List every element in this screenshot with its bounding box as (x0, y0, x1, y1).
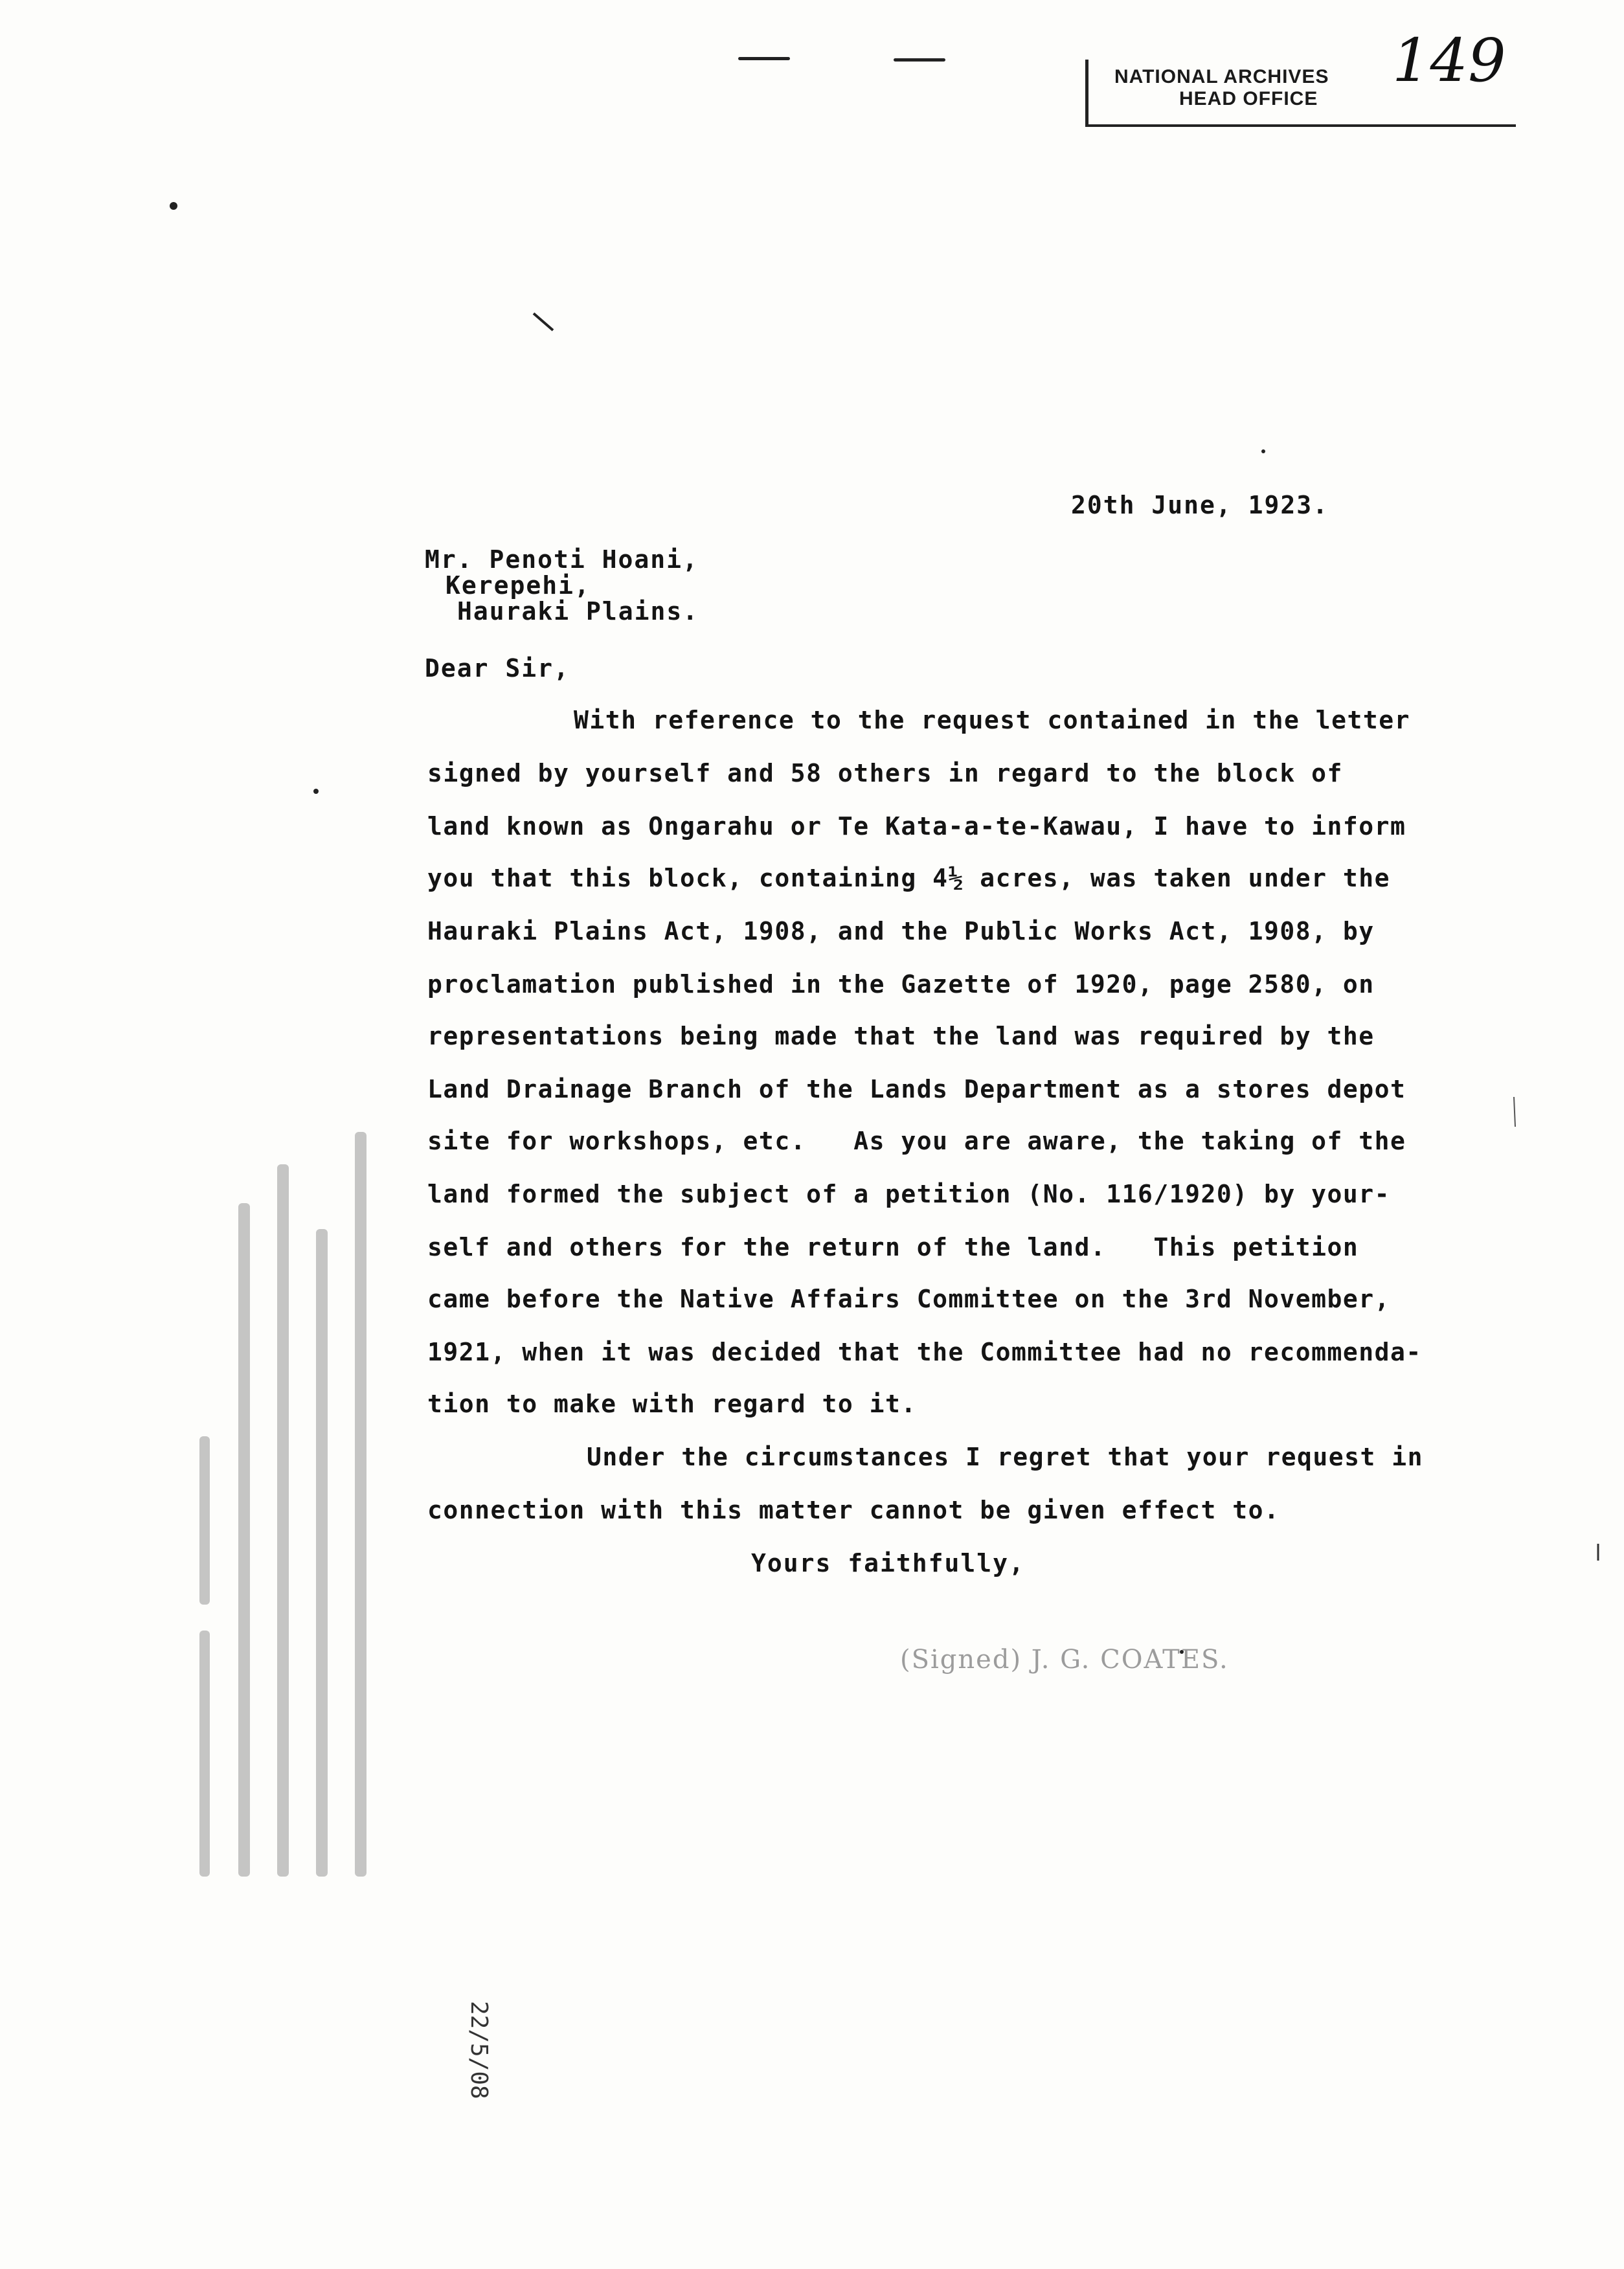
body-line-10: land formed the subject of a petition (No. 116/1920) by your- (427, 1180, 1391, 1208)
body-line-1: With reference to the request contained in the letter (574, 706, 1411, 734)
addressee-district: Hauraki Plains. (457, 597, 699, 626)
body-line-11: self and others for the return of the land. This petition (427, 1233, 1359, 1261)
stray-mark-1 (531, 311, 557, 337)
body-line-9: site for workshops, etc. As you are aware, the taking of the (427, 1127, 1406, 1155)
top-mark-2 (894, 58, 945, 62)
folio-number: 149 (1392, 26, 1506, 95)
speck-1 (170, 202, 177, 210)
body-line-15: Under the circumstances I regret that your request in (587, 1443, 1424, 1471)
speck-3 (1261, 449, 1265, 453)
margin-reference: 22/5/08 (466, 2001, 492, 2099)
body-line-12: came before the Native Affairs Committee on the 3rd November, (427, 1285, 1391, 1313)
salutation: Dear Sir, (425, 654, 570, 683)
body-line-3: land known as Ongarahu or Te Kata-a-te-Kawau, I have to inform (427, 812, 1406, 841)
speck-2 (313, 789, 319, 794)
signature: (Signed) J. G. COATES. (900, 1645, 1229, 1675)
stray-mark-2 (1509, 1094, 1522, 1133)
body-line-8: Land Drainage Branch of the Lands Department as a stores depot (427, 1075, 1406, 1103)
stamp-line-1: NATIONAL ARCHIVES (1114, 66, 1329, 87)
top-mark-1 (738, 57, 790, 60)
body-line-14: tion to make with regard to it. (427, 1390, 917, 1418)
body-line-16: connection with this matter cannot be given effect to. (427, 1496, 1280, 1524)
addressee-place: Kerepehi, (445, 571, 591, 600)
body-line-2: signed by yourself and 58 others in regard to the block of (427, 759, 1343, 787)
body-line-5: Hauraki Plains Act, 1908, and the Public Works Act, 1908, by (427, 917, 1375, 945)
addressee-name: Mr. Penoti Hoani, (425, 545, 699, 574)
body-line-6: proclamation published in the Gazette of 1920, page 2580, on (427, 970, 1375, 999)
stray-mark-3 (1593, 1541, 1606, 1567)
body-line-7: representations being made that the land was required by the (427, 1022, 1375, 1050)
body-line-4: you that this block, containing 4½ acres, was taken under the (427, 864, 1391, 892)
stamp-line-2: HEAD OFFICE (1179, 88, 1318, 109)
closing: Yours faithfully, (751, 1549, 1025, 1577)
body-line-13: 1921, when it was decided that the Committee had no recommenda- (427, 1338, 1422, 1366)
margin-endorsement (155, 1120, 449, 1930)
letter-date: 20th June, 1923. (1071, 491, 1329, 519)
faded-endorsement-text (193, 1067, 400, 1877)
